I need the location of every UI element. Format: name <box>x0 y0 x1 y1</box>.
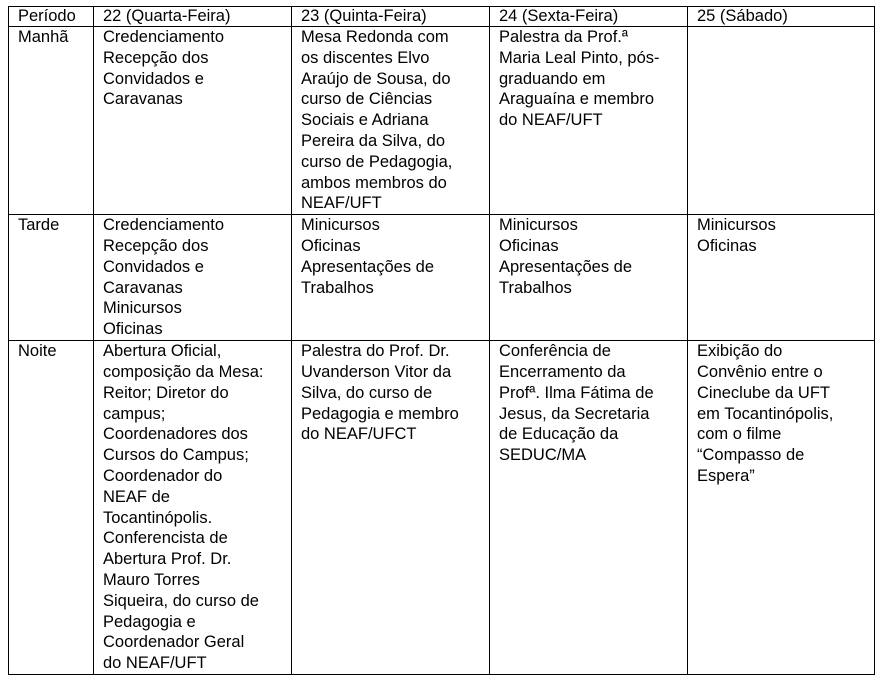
header-day-23: 23 (Quinta-Feira) <box>292 7 490 27</box>
period-manha <box>9 27 94 215</box>
period-tarde <box>9 215 94 341</box>
noite-day-23-text: Palestra do Prof. Dr. Uvanderson Vitor da Silva, do curso de Pedagogia e membro do NEAF/UFCT <box>301 342 459 444</box>
manha-day-24-text: Palestra da Prof.ª Maria Leal Pinto, pós- graduando em Araguaína e membro do NEAF/UFT <box>499 28 660 130</box>
period-noite-label: Noite <box>18 342 57 361</box>
tarde-day-23-text: Minicursos Oficinas Apresentações de Trabalhos <box>301 216 435 297</box>
row-manha <box>9 27 875 215</box>
period-noite <box>9 341 94 675</box>
tarde-day-22 <box>94 215 292 341</box>
manha-day-22-text: Credenciamento Recepção dos Convidados e Caravanas <box>103 28 225 109</box>
manha-day-23 <box>292 27 490 215</box>
tarde-day-23 <box>292 215 490 341</box>
manha-day-22 <box>94 27 292 215</box>
noite-day-24 <box>490 341 688 675</box>
tarde-day-25-text: Minicursos Oficinas <box>697 216 776 255</box>
noite-day-23 <box>292 341 490 675</box>
schedule-table <box>8 6 875 675</box>
header-day-22: 22 (Quarta-Feira) <box>94 7 292 27</box>
row-tarde <box>9 215 875 341</box>
row-noite <box>9 341 875 675</box>
header-day-24: 24 (Sexta-Feira) <box>490 7 688 27</box>
noite-day-25-text: Exibição do Convênio entre o Cineclube da UFT em Tocantinópolis, com o filme “Compasso de Espera” <box>697 342 834 485</box>
manha-day-23-text: Mesa Redonda com os discentes Elvo Araújo de Sousa, do curso de Ciências Sociais e Adriana Pereira da Silva, do curso de Pedagogia, ambos membros do NEAF/UFT <box>301 28 453 213</box>
header-row <box>9 7 875 27</box>
manha-day-24 <box>490 27 688 215</box>
noite-day-22 <box>94 341 292 675</box>
noite-day-25 <box>688 341 875 675</box>
header-period: Período <box>9 7 94 27</box>
period-manha-label: Manhã <box>18 28 69 46</box>
tarde-day-24-text: Minicursos Oficinas Apresentações de Trabalhos <box>499 216 633 297</box>
tarde-day-22-text: Credenciamento Recepção dos Convidados e Caravanas Minicursos Oficinas <box>103 216 225 339</box>
manha-day-25 <box>688 27 875 215</box>
noite-day-22-text: Abertura Oficial, composição da Mesa: Reitor; Diretor do campus; Coordenadores dos Cursos do Campus; Coordenador do NEAF de Tocantinópolis. Conferencista de Abertura Prof. Dr. Mauro Torres Siqueira, do curso de Pedagogia e Coordenador Geral do NEAF/UFT <box>103 342 264 673</box>
header-day-25: 25 (Sábado) <box>688 7 875 27</box>
tarde-day-24 <box>490 215 688 341</box>
noite-day-24-text: Conferência de Encerramento da Profª. Ilma Fátima de Jesus, da Secretaria de Educação da SEDUC/MA <box>499 342 654 465</box>
tarde-day-25 <box>688 215 875 341</box>
period-tarde-label: Tarde <box>18 216 60 235</box>
